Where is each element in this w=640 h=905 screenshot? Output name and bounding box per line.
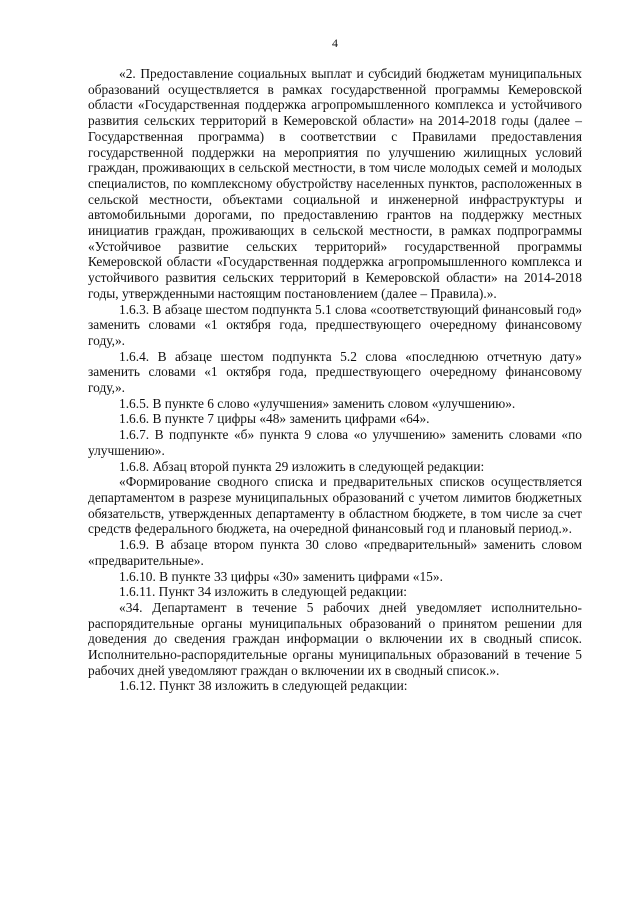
paragraph-clause-2: «2. Предоставление социальных выплат и субсидий бюджетам муниципальных образований осуществляется в рамках государственной программы Кемеровской области «Государственная поддержка агропромышленного комплекса и устойчивого развития сельских территорий в Кемеровской области» на 2014-2018 годы (далее – Государственная программа) в соответствии с Правилами предоставления государственной поддержки на мероприятия по улучшению жилищных условий граждан, проживающих в сельской местности, в том числе молодых семей и молодых специалистов, по комплексному обустройству населенных пунктов, расположенных в сельской местности, объектами социальной и инженерной инфраструктуры и автомобильными дорогами, по предоставлению грантов на поддержку местных инициатив граждан, проживающих в сельской местности, в рамках подпрограммы «Устойчивое развитие сельских территорий» государственной программы Кемеровской области «Государственная поддержка агропромышленного комплекса и устойчивого развития сельских территорий в Кемеровской области» на 2014-2018 годы, утвержденными настоящим постановлением (далее – Правила).». (88, 66, 582, 301)
paragraph-1-6-4: 1.6.4. В абзаце шестом подпункта 5.2 слова «последнюю отчетную дату» заменить словами «1 октября года, предшествующего очередному финансовому году,». (88, 348, 582, 396)
paragraph-1-6-12: 1.6.12. Пункт 38 изложить в следующей редакции: (119, 678, 408, 694)
paragraph-1-6-10: 1.6.10. В пункте 33 цифры «30» заменить цифрами «15». (119, 568, 443, 584)
paragraph-1-6-6: 1.6.6. В пункте 7 цифры «48» заменить цифрами «64». (119, 411, 430, 427)
paragraph-clause-34: «34. Департамент в течение 5 рабочих дней уведомляет исполнительно-распорядительные органы муниципальных образований о принятом решении для доведения до сведения граждан информации о включении их в сводный список. Исполнительно-распорядительные органы муниципальных образований в течение 5 рабочих дней уведомляют граждан о включении их в сводный список.». (88, 599, 582, 678)
document-page (88, 0, 582, 905)
page-number: 4 (332, 36, 338, 50)
paragraph-1-6-11: 1.6.11. Пункт 34 изложить в следующей редакции: (119, 584, 407, 600)
paragraph-1-6-9: 1.6.9. В абзаце втором пункта 30 слово «предварительный» заменить словом «предварительные». (88, 537, 582, 568)
paragraph-formation-text: «Формирование сводного списка и предварительных списков осуществляется департаментом в разрезе муниципальных образований с учетом лимитов бюджетных обязательств, утвержденных департаменту в областном бюджете, в том числе за счет средств федерального бюджета, на очередной финансовый год и плановый период.». (88, 474, 582, 537)
paragraph-1-6-5: 1.6.5. В пункте 6 слово «улучшения» заменить словом «улучшению». (119, 395, 516, 411)
paragraph-1-6-8: 1.6.8. Абзац второй пункта 29 изложить в следующей редакции: (119, 458, 485, 474)
paragraph-1-6-3: 1.6.3. В абзаце шестом подпункта 5.1 слова «соответствующий финансовый год» заменить словами «1 октября года, предшествующего очередному финансовому году,». (88, 301, 582, 348)
document-body (88, 66, 582, 694)
paragraph-1-6-7: 1.6.7. В подпункте «б» пункта 9 слова «о улучшению» заменить словами «по улучшению». (88, 427, 582, 458)
